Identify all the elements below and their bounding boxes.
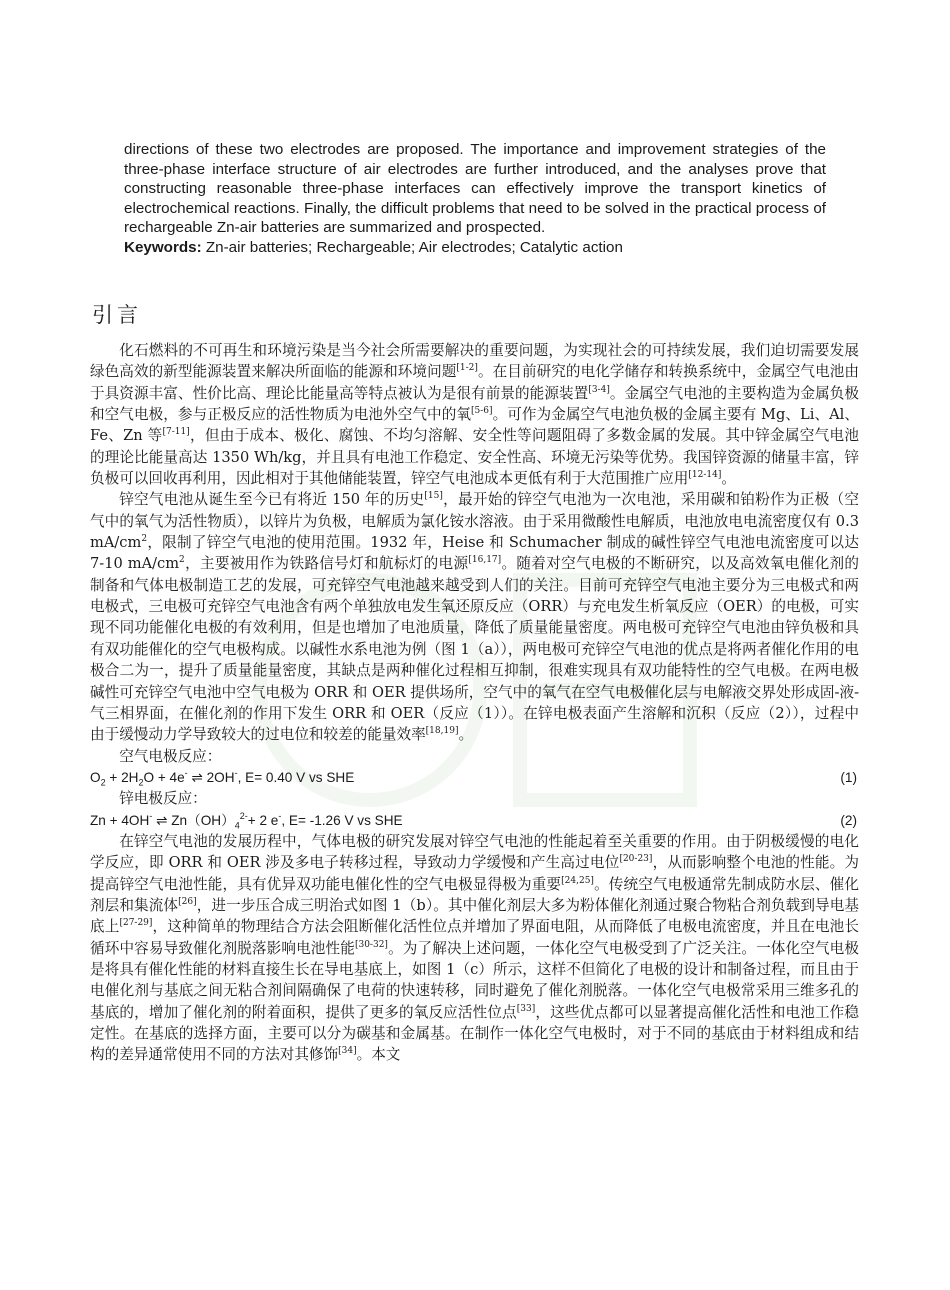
citation: [26] — [178, 896, 197, 907]
citation: [34] — [338, 1046, 357, 1057]
abstract-text: directions of these two electrodes are proposed. The importance and improvement strategies of the three-phase interface structure of air electrodes are further introduced, and the analyses prove that constructing reasonable three-phase interfaces can effectively improve the transport kinetics of electrochemical reactions. Finally, the difficult problems that need to be solved in the practical process of rechargeable Zn-air batteries are summarized and prospected. — [124, 141, 826, 237]
citation: [12-14] — [688, 470, 722, 481]
equation-1 — [90, 767, 859, 788]
citation: [3-4] — [588, 384, 610, 395]
equation-2-formula: Zn + 4OH- ⇌ $Zn(OH)_4^{2-}+ 2$ e-, E= -1.26 V vs SHE — [90, 810, 403, 831]
citation: [33] — [516, 1003, 536, 1014]
citation: [15] — [424, 491, 443, 502]
citation: [5-6] — [471, 406, 493, 417]
paragraph-1: 化石燃料的不可再生和环境污染是当今社会所需要解决的重要问题，为实现社会的可持续发展，我们迫切需要发展绿色高效的新型能源装置来解决所面临的能源和环境问题[1-2]。在目前研究的电化学储存和转换系统中，金属空气电池由于具资源丰富、性价比高、理论比能量高等特点被认为是很有前景的能源装置[3-4]。金属空气电池的主要构造为金属负极和空气电极，参与正极反应的活性物质为电池外空气中的氧[5-6]。可作为金属空气电池负极的金属主要有 Mg、Li、Al、Fe、Zn 等[7-11]，但由于成本、极化、腐蚀、不均匀溶解、安全性等问题阻碍了多数金属的发展。其中锌金属空气电池的理论比能量高达 1350 Wh/kg，并且具有电池工作稳定、安全性高、环境无污染等优势。我国锌资源的储量丰富，锌负极可以回收再利用，因此相对于其他储能装置，锌空气电池成本更低有利于大范围推广应用[12-14]。 — [90, 342, 859, 488]
keywords-value: Zn-air batteries; Rechargeable; Air electrodes; Catalytic action — [205, 238, 623, 256]
abstract — [124, 140, 826, 258]
citation: [18,19] — [425, 726, 459, 737]
equation-2-label: 锌电极反应： — [119, 790, 207, 808]
section-title: 引言 — [92, 303, 142, 327]
citation: [20-23] — [619, 854, 653, 865]
equation-1-formula: $O_2 + 2H_2O + 4e^-$ ⇌ 2OH-, E= 0.40 V vs SHE — [90, 767, 355, 788]
keywords-line — [124, 238, 826, 258]
citation: [1-2] — [456, 363, 478, 374]
body-text — [90, 340, 859, 1066]
paragraph-2: 锌空气电池从诞生至今已有将近 150 年的历史[15]，最开始的锌空气电池为一次电池，采用碳和铂粉作为正极（空气中的氧气为活性物质），以锌片为负极，电解质为氯化铵水溶液。由于采用微酸性电解质，电池放电电流密度仅有 0.3 $mA/cm^2$，限制了锌空气电池的使用范围。1932 年，Heise 和 Schumacher 制成的碱性锌空气电池电流密度可以达 7-10 $mA/cm^2$，主要被用作为铁路信号灯和航标灯的电源[16,17]。随着对空气电极的不断研究，以及高效氧电催化剂的制备和气体电极制造工艺的发展，可充锌空气电池越来越受到人们的关注。目前可充锌空气电池主要分为三电极式和两电极式，三电极可充锌空气电池含有两个单独放电发生氧还原反应（ORR）与充电发生析氧反应（OER）的电极，可实现不同功能催化电极的有效利用，但是也增加了电池质量，降低了质量能量密度。两电极可充锌空气电池由锌负极和具有双功能催化的空气电极构成。以碱性水系电池为例（图 1（a）），两电极可充锌空气电池的优点是将两者催化作用的电极合二为一，提升了质量能量密度，其缺点是两种催化过程相互抑制，很难实现具有双功能特性的空气电极。在两电极碱性可充锌空气电池中空气电极为 ORR 和 OER 提供场所，空气中的氧气在空气电极催化层与电解液交界处形成固-液-气三相界面，在催化剂的作用下发生 ORR 和 OER（反应（1））。在锌电极表面产生溶解和沉积（反应（2）），过程中由于缓慢动力学导致较大的过电位和较差的能量效率[18,19]。 — [90, 491, 859, 744]
equation-1-number: (1) — [840, 769, 857, 785]
paragraph-3: 在锌空气电池的发展历程中，气体电极的研究发展对锌空气电池的性能起着至关重要的作用。由于阴极缓慢的电化学反应，即 ORR 和 OER 涉及多电子转移过程，导致动力学缓慢和产生高过电位[20-23]，从而影响整个电池的性能。为提高锌空气电池性能，具有优异双功能电催化性的空气电极显得极为重要[24,25]。传统空气电极通常先制成防水层、催化剂层和集流体[26]，进一步压合成三明治式如图 1（b）。其中催化剂层大多为粉体催化剂通过聚合物粘合剂负载到导电基底上[27-29]，这种简单的物理结合方法会阻断催化活性位点并增加了界面电阻，从而降低了电极电流密度，并且在电池长循环中容易导致催化剂脱落影响电池性能[30-32]。为了解决上述问题，一体化空气电极受到了广泛关注。一体化空气电极是将具有催化性能的材料直接生长在导电基底上，如图 1（c）所示，这样不但简化了电极的设计和制备过程，而且由于电催化剂与基底之间无粘合剂间隔确保了电荷的快速转移，同时避免了催化剂脱落。一体化空气电极常采用三维多孔的基底的，增加了催化剂的附着面积，提供了更多的氧反应活性位点[33]，这些优点都可以显著提高催化活性和电池工作稳定性。在基底的选择方面，主要可以分为碳基和金属基。在制作一体化空气电极时，对于不同的基底由于材料组成和结构的差异通常使用不同的方法对其修饰[34]。本文 — [90, 832, 859, 1064]
citation: [30-32] — [354, 939, 388, 950]
equation-1-label: 空气电极反应： — [119, 747, 222, 765]
citation: [16,17] — [468, 555, 502, 566]
citation: [24,25] — [561, 875, 594, 886]
equation-2-number: (2) — [840, 812, 857, 828]
equation-2 — [90, 810, 859, 831]
keywords-label: Keywords: — [124, 238, 202, 256]
citation: [7-11] — [162, 427, 190, 438]
citation: [27-29] — [119, 918, 153, 929]
